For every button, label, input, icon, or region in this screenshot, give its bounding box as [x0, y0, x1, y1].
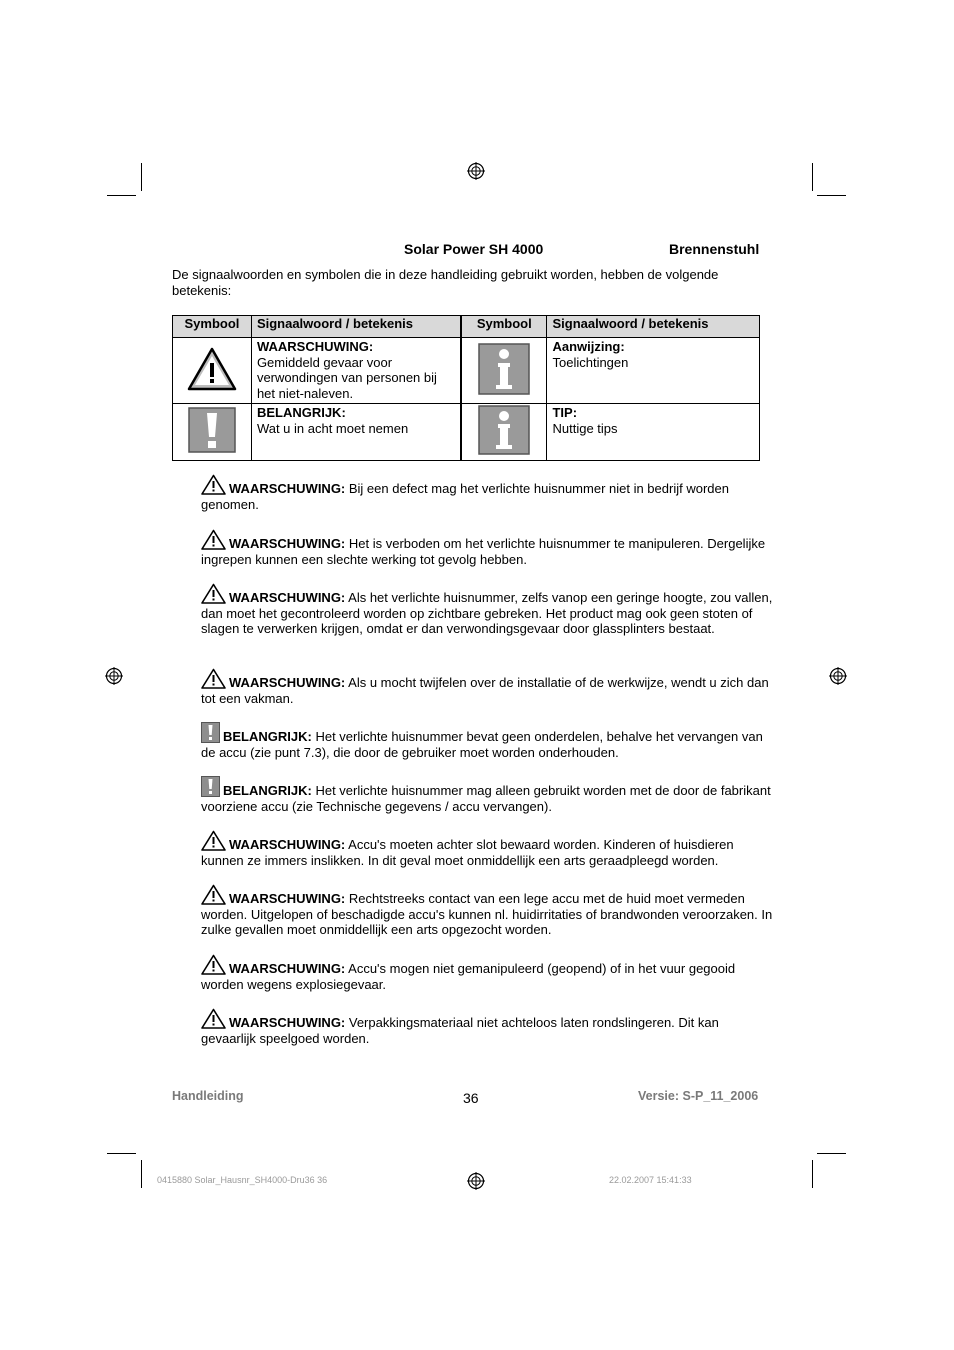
note-label: WAARSCHUWING:	[229, 891, 346, 906]
warning-triangle-icon	[201, 668, 226, 689]
registration-mark-icon	[105, 667, 123, 685]
note-text: Bij een defect mag het verlichte huisnummer niet in bedrijf worden genomen.	[201, 481, 729, 512]
note-text: Het is verboden om het verlichte huisnummer te manipuleren. Dergelijke ingrepen kunnen een slechte werking tot gevolg hebben.	[201, 536, 766, 567]
note-label: WAARSCHUWING:	[229, 481, 346, 496]
meaning-cell	[251, 404, 461, 461]
warning-triangle-icon	[201, 583, 226, 604]
note-text: Verpakkingsmateriaal niet achteloos laten rondslingeren. Dit kan gevaarlijk speelgoed worden.	[201, 1015, 719, 1046]
table-row	[173, 338, 760, 404]
crop-mark	[817, 195, 846, 196]
important-note	[201, 722, 773, 760]
note-label: WAARSCHUWING:	[229, 1015, 346, 1030]
warning-triangle-icon	[201, 529, 226, 550]
note-text: Als u mocht twijfelen over de installatie of de werkwijze, wendt u zich dan tot een vakman.	[201, 675, 769, 706]
signal-word: WAARSCHUWING:	[256, 339, 374, 354]
warning-note	[201, 830, 773, 868]
crop-mark	[812, 1160, 813, 1188]
warning-triangle-icon	[201, 954, 226, 975]
signal-word: BELANGRIJK:	[256, 405, 346, 420]
warning-triangle-icon	[201, 474, 226, 495]
note-label: BELANGRIJK:	[223, 729, 312, 744]
note-text: Het verlichte huisnummer bevat geen onderdelen, behalve het vervangen van de accu (zie punt 7.3), die door de gebruiker moet worden onderhouden.	[201, 729, 763, 760]
print-slug-timestamp: 22.02.2007 15:41:33	[609, 1175, 692, 1185]
symbol-cell	[173, 338, 252, 404]
note-label: WAARSCHUWING:	[229, 961, 346, 976]
column-header-symbol: Symbool	[461, 316, 547, 338]
crop-mark	[141, 1160, 142, 1188]
signal-meaning: Gemiddeld gevaar voor verwondingen van personen bij het niet-naleven.	[256, 354, 437, 401]
intro-text: De signaalwoorden en symbolen die in deze handleiding gebruikt worden, hebben de volgende betekenis:	[172, 267, 719, 298]
signal-word: Aanwijzing:	[552, 339, 625, 354]
exclamation-icon	[201, 722, 220, 743]
warning-triangle-icon	[201, 1008, 226, 1029]
note-text: Accu's mogen niet gemanipuleerd (geopend) of in het vuur gegooid worden wegens explosiegevaar.	[201, 961, 736, 992]
registration-mark-icon	[467, 162, 485, 180]
registration-mark-icon	[467, 1172, 485, 1190]
signal-meaning: Nuttige tips	[552, 420, 618, 436]
signal-meaning: Toelichtingen	[552, 354, 629, 370]
warning-note	[201, 668, 773, 706]
symbol-cell	[461, 338, 547, 404]
crop-mark	[141, 163, 142, 191]
warning-triangle-icon	[201, 884, 226, 905]
signal-word: TIP:	[552, 405, 578, 420]
warning-note	[201, 884, 773, 938]
note-text: Het verlichte huisnummer mag alleen gebruikt worden met de door de fabrikant voorziene accu (zie Technische gegevens / accu vervangen).	[201, 783, 771, 814]
footer-version: Versie: S-P_11_2006	[638, 1089, 759, 1103]
warning-triangle-icon	[187, 347, 237, 391]
note-label: WAARSCHUWING:	[229, 590, 346, 605]
note-text: Rechtstreeks contact van een lege accu met de huid moet vermeden worden. Uitgelopen of beschadigde accu's kunnen nl. huidirritaties of brandwonden veroorzaken. In zulke gevallen moet onmiddellijk een arts opgezocht worden.	[201, 891, 773, 938]
header-product: Solar Power SH 4000	[404, 241, 544, 257]
column-header-meaning: Signaalwoord / betekenis	[547, 316, 760, 338]
note-label: BELANGRIJK:	[223, 783, 312, 798]
warning-note	[201, 1008, 773, 1046]
page-number: 36	[463, 1090, 479, 1106]
table-row	[173, 404, 760, 461]
print-slug-file: 0415880 Solar_Hausnr_SH4000-Dru36 36	[157, 1175, 328, 1185]
footer-left: Handleiding	[172, 1089, 244, 1103]
warning-note	[201, 954, 773, 992]
meaning-cell	[547, 404, 760, 461]
note-text: Als het verlichte huisnummer, zelfs vanop een geringe hoogte, zou vallen, dan moet het gecontroleerd worden op zichtbare gebreken. Het product mag ook geen stoten of slagen te verwerken krijgen, omdat er dan verwondingsgevaar door glassplinters bestaat.	[201, 590, 773, 637]
column-header-symbol: Symbool	[173, 316, 252, 338]
meaning-cell	[251, 338, 461, 404]
warning-note	[201, 529, 773, 567]
crop-mark	[107, 1153, 136, 1154]
warning-note	[201, 474, 773, 512]
exclamation-icon	[188, 407, 236, 453]
info-icon	[478, 343, 530, 395]
symbol-cell	[461, 404, 547, 461]
note-label: WAARSCHUWING:	[229, 675, 346, 690]
warning-triangle-icon	[201, 830, 226, 851]
note-text: Accu's moeten achter slot bewaard worden. Kinderen of huisdieren kunnen ze immers inslikken. In dit geval moet onmiddellijk een arts geraadpleegd worden.	[201, 837, 734, 868]
symbol-cell	[173, 404, 252, 461]
crop-mark	[107, 195, 136, 196]
note-label: WAARSCHUWING:	[229, 536, 346, 551]
warning-note	[201, 583, 773, 637]
crop-mark	[812, 163, 813, 191]
info-icon	[478, 405, 530, 455]
table-header-row	[173, 316, 760, 338]
note-label: WAARSCHUWING:	[229, 837, 346, 852]
column-header-meaning: Signaalwoord / betekenis	[251, 316, 461, 338]
symbol-table	[172, 315, 760, 461]
header-brand: Brennenstuhl	[669, 241, 760, 257]
signal-meaning: Wat u in acht moet nemen	[256, 420, 409, 436]
registration-mark-icon	[829, 667, 847, 685]
meaning-cell	[547, 338, 760, 404]
exclamation-icon	[201, 776, 220, 797]
important-note	[201, 776, 773, 814]
crop-mark	[817, 1153, 846, 1154]
